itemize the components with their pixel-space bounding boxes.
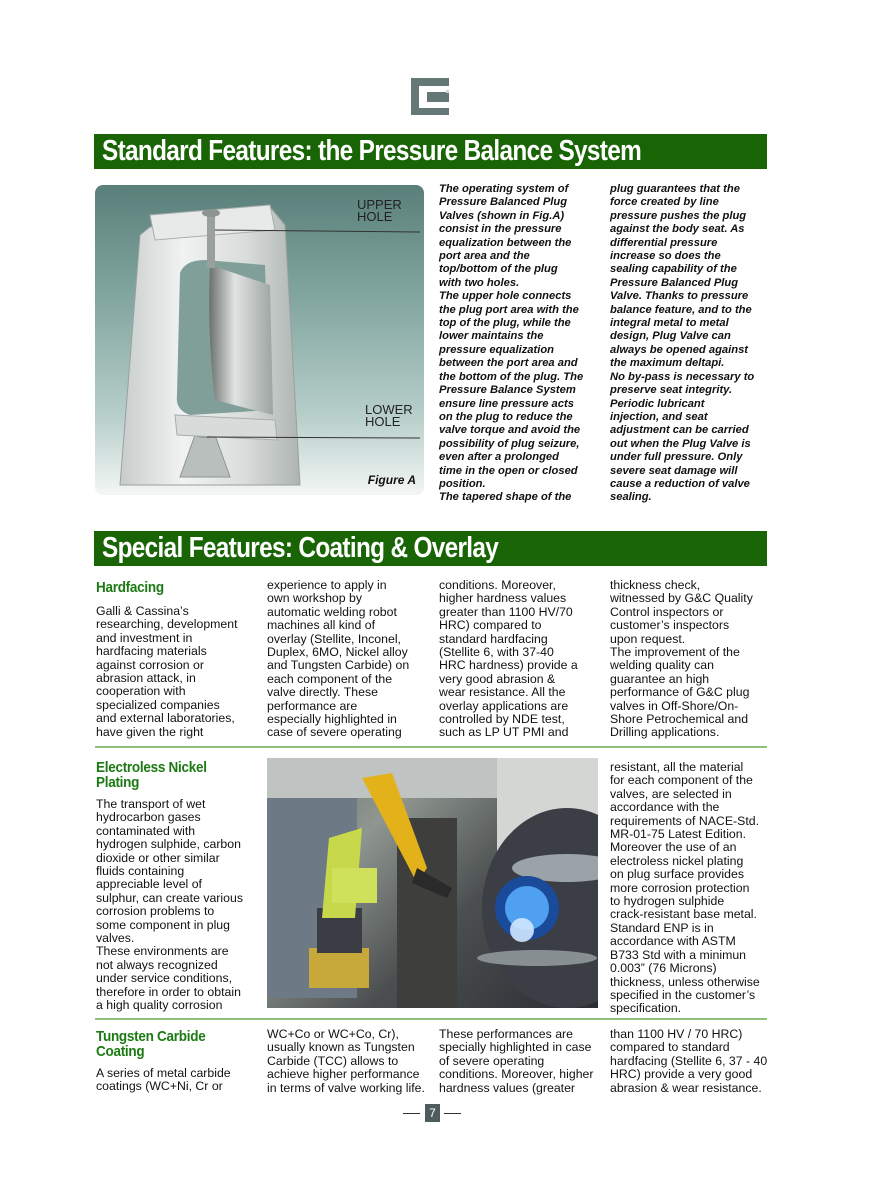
hardfacing-text-col4: thickness check, witnessed by G&C Quality Control inspectors or customer’s inspectors upon request. The improvement of the welding quality can guarantee an high performance of G&C plug valves in Off-Shore/On- Shore Petrochemical and Drilling applications. — [610, 578, 753, 740]
welding-robot-photo — [267, 758, 598, 1008]
section-divider — [95, 746, 767, 748]
tcc-heading: Tungsten Carbide Coating — [96, 1028, 206, 1060]
page-number-dash-right — [444, 1113, 461, 1114]
section-title-standard-features: Standard Features: the Pressure Balance System — [94, 134, 767, 169]
figure-caption: Figure A — [367, 473, 416, 487]
tcc-text-col4: than 1100 HV / 70 HRC) compared to standard hardfacing (Stellite 6, 37 - 40 HRC) provide a very good abrasion & wear resistance. — [610, 1027, 768, 1095]
tcc-text-col3: These performances are specially highlighted in case of severe operating conditions. Moreover, higher hardness values (greater — [439, 1027, 594, 1095]
page-number: 7 — [425, 1104, 440, 1122]
figure-a-plug-cutaway — [95, 185, 424, 495]
hardfacing-text-col3: conditions. Moreover, higher hardness values greater than 1100 HV/70 HRC) compared to standard hardfacing (Stellite 6, with 37-40 HRC hardness) provide a very good abrasion & wear resistance. All the overlay applications are controlled by NDE test, such as LP UT PMI and — [439, 578, 578, 740]
enp-text-col4: resistant, all the material for each component of the valves, are selected in accordance with the requirements of NACE-Std. MR-01-75 Latest Edition. Moreover the use of an electroless nickel plating on plug surface provides more corrosion protection to hydrogen sulphide crack-resistant base metal. Standard ENP is in accordance with ASTM B733 Std with a minimun 0.003” (76 Microns) thickness, unless otherwise specified in the customer’s specification. — [610, 760, 760, 1016]
upper-hole-label: UPPER HOLE — [357, 197, 402, 224]
section-title-special-features: Special Features: Coating & Overlay — [94, 531, 767, 566]
hardfacing-text-col1: Galli & Cassina’s researching, development and investment in hardfacing materials against corrosion or abrasion attack, in cooperation with specialized companies and external laboratories, have given the right — [96, 604, 238, 739]
section-divider — [95, 1018, 767, 1020]
hardfacing-text-col2: experience to apply in own workshop by automatic welding robot machines all kind of overlay (Stellite, Inconel, Duplex, 6MO, Nickel alloy and Tungsten Carbide) on each component of the valve directly. These performance are especially highlighted in case of severe operating — [267, 578, 410, 740]
lower-hole-label: LOWER HOLE — [365, 402, 413, 429]
pressure-balance-text-col2: plug guarantees that the force created by line pressure pushes the plug against the body seat. As differential pressure increase so does the sealing capability of the Pressure Balanced Plug Valve. Thanks to pressure balance feature, and to the integral metal to metal design, Plug Valve can always be opened against the maximum deltapi. No by-pass is necessary to preserve seat integrity. Periodic lubricant injection, and seat adjustment can be carried out when the Plug Valve is under full pressure. Only severe seat damage will cause a reduction of valve sealing. — [610, 183, 755, 504]
company-logo-icon — [411, 78, 449, 115]
enp-heading: Electroless Nickel Plating — [96, 759, 207, 791]
tcc-text-col2: WC+Co or WC+Co, Cr), usually known as Tungsten Carbide (TCC) allows to achieve higher performance in terms of valve working life. — [267, 1027, 425, 1095]
enp-text-col1: The transport of wet hydrocarbon gases contaminated with hydrogen sulphide, carbon dioxide or other similar fluids containing appreciable level of sulphur, can create various corrosion problems to some component in plug valves. These environments are not always recognized under service conditions, therefore in order to obtain a high quality corrosion — [96, 797, 243, 1013]
tcc-text-col1: A series of metal carbide coatings (WC+Ni, Cr or — [96, 1066, 231, 1094]
plug-cutaway-illustration — [95, 185, 424, 495]
pressure-balance-text-col1: The operating system of Pressure Balanced Plug Valves (shown in Fig.A) consist in the pressure equalization between the port area and the top/bottom of the plug with two holes. The upper hole connects the plug port area with the top of the plug, while the lower maintains the pressure equalization between the port area and the bottom of the plug. The Pressure Balance System ensure line pressure acts on the plug to reduce the valve torque and avoid the possibility of plug seizure, even after a prolonged time in the open or closed position. The tapered shape of the — [439, 183, 584, 504]
hardfacing-heading: Hardfacing — [96, 579, 164, 596]
page-number-dash-left — [403, 1113, 420, 1114]
